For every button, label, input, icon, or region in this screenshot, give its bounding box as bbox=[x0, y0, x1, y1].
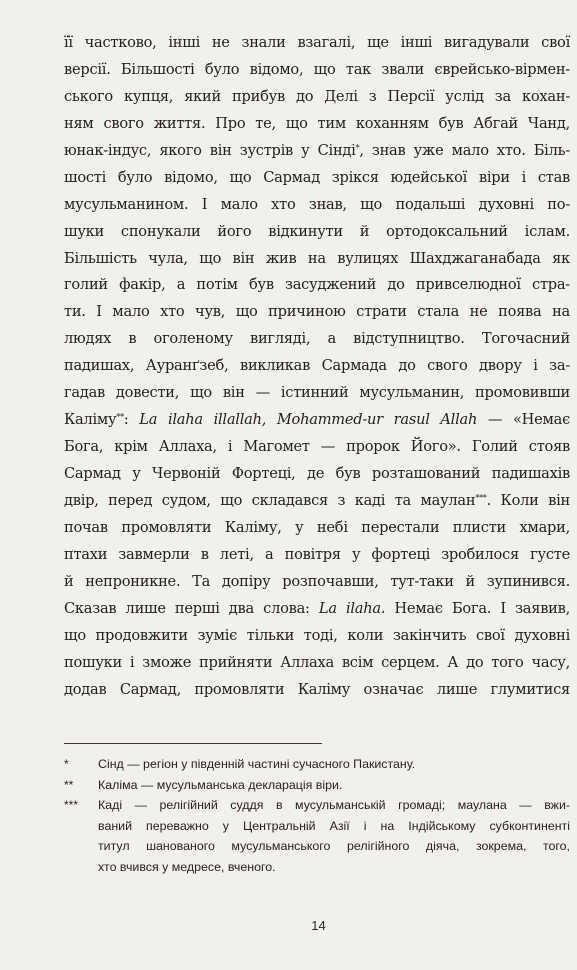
text-line: додав Сармад, промовляти Каліму означає лише глумитися bbox=[64, 680, 570, 698]
text-line: падишах, Ауранґзеб, викликав Сармада до свого двору і за- bbox=[64, 357, 570, 375]
footnote-text: Каліма — мусульманська декларація віри. bbox=[98, 777, 343, 792]
text-line: двір, перед судом, що складався з каді та маулан***. Коли він bbox=[64, 491, 570, 509]
text-line: почав промовляти Каліму, у небі перестали плисти хмари, bbox=[64, 518, 570, 536]
footnote-text: хто вчився у медресе, вченого. bbox=[98, 859, 276, 874]
text-line: пошуки і зможе прийняти Аллаха всім серцем. А до того часу, bbox=[64, 653, 570, 671]
text-line: юнак-індус, якого він зустрів у Сінді*, знав уже мало хто. Біль- bbox=[64, 141, 571, 159]
italic-quote: La ilaha illallah, Mohammed-ur rasul Allah bbox=[139, 411, 478, 429]
footnote-ref: *** bbox=[475, 493, 487, 503]
text-line: голий факір, а потім був засуджений до привселюдної стра- bbox=[64, 276, 570, 294]
footnote-text: титул шанованого мусульманського релігійного діяча, зокрема, того, bbox=[98, 839, 570, 854]
text-line: Сказав лише перші два слова: La ilaha. Немає Бога. І заявив, bbox=[64, 599, 570, 617]
page-number: 14 bbox=[311, 918, 326, 933]
footnote-ref: ** bbox=[116, 412, 124, 422]
footnote-text: Каді — релігійний суддя в мусульманській громаді; маулана — вжи- bbox=[98, 798, 570, 813]
footnotes bbox=[64, 754, 570, 878]
text-line: Каліму**: La ilaha illallah, Mohammed-ur rasul Allah — «Немає bbox=[64, 411, 570, 429]
text-line: мусульманином. І мало хто знав, що подальші духовні по- bbox=[64, 195, 570, 213]
text-line: її частково, інші не знали взагалі, ще інші вигадували свої bbox=[64, 34, 570, 51]
footnote-item bbox=[64, 754, 570, 775]
text-line: шуки спонукали його відкинути й ортодоксальний іслам. bbox=[64, 222, 570, 240]
footnote-text: ваний переважно у Центральній Азії і на Індійському субконтиненті bbox=[98, 818, 570, 833]
footnote-mark: * bbox=[64, 757, 69, 771]
text-line: людях в оголеному вигляді, а відступництво. Тогочасний bbox=[64, 330, 570, 348]
footnote-text: Сінд — регіон у південній частині сучасного Пакистану. bbox=[98, 757, 416, 771]
text-line: версії. Більшості було відомо, що так звали єврейсько-вірмен- bbox=[64, 60, 570, 78]
footnote-mark: *** bbox=[64, 798, 79, 813]
text-line: Більшість чула, що він жив на вулицях Шахджаганабада як bbox=[64, 249, 570, 267]
text-line: ського купця, який прибув до Делі з Персії услід за кохан- bbox=[64, 87, 570, 105]
text-line: Бога, крім Аллаха, і Магомет — пророк Його». Голий стояв bbox=[64, 438, 570, 456]
footnote-item bbox=[64, 775, 570, 796]
footnote-item bbox=[64, 795, 570, 877]
main-text bbox=[64, 30, 570, 703]
text-line: ти. І мало хто чув, що причиною страти стала не поява на bbox=[64, 303, 570, 321]
text-line: що продовжити зуміє тільки тоді, коли закінчить свої духовні bbox=[64, 626, 570, 644]
text-line: гадав довести, що він — істинний мусульманин, промовивши bbox=[64, 384, 570, 402]
text-line: ням свого життя. Про те, що тим коханням був Абгай Чанд, bbox=[64, 114, 570, 132]
italic-quote: La ilaha bbox=[318, 599, 381, 617]
text-line: Сармад у Червоній Фортеці, де був розташований падишахів bbox=[64, 465, 570, 482]
footnote-mark: ** bbox=[64, 777, 74, 792]
footnote-ref: * bbox=[355, 143, 360, 153]
text-line: птахи завмерли в леті, а повітря у фортеці зробилося густе bbox=[64, 545, 570, 563]
text-line: й непроникне. Та допіру розпочавши, тут-таки й зупинився. bbox=[64, 572, 570, 590]
footnote-divider bbox=[64, 743, 322, 744]
text-line: шості було відомо, що Сармад зрікся юдейської віри і став bbox=[64, 168, 570, 186]
